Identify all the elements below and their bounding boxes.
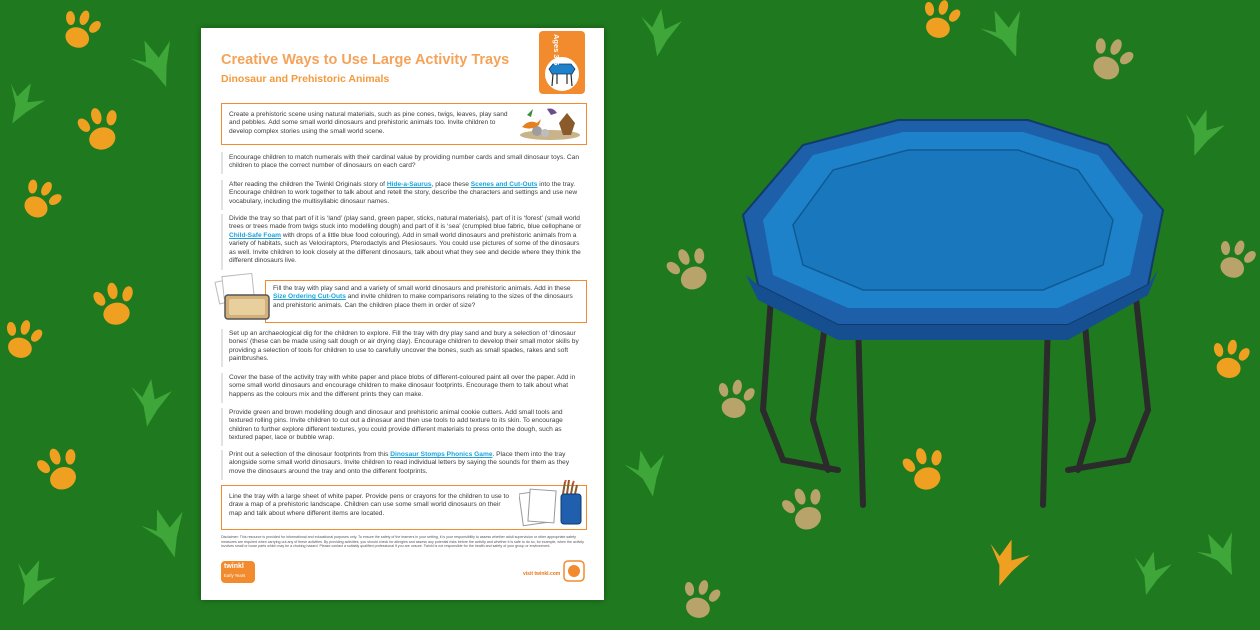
hide-a-saurus-link[interactable]: Hide-a-Saurus (386, 181, 432, 188)
idea-2-text: Encourage children to match numerals with their cardinal value by providing number cards and small dinosaur toys. Can children to place the correct number of dinosaurs on each card? (229, 154, 580, 170)
idea-4-text: Divide the tray so that part of it is ‘land’ (play sand, green paper, sticks, natural materials), part of it is ‘forest’ (small world trees or trees made from twigs stuck into modelling dough) and part of it is ‘sea’ (crumpled blue fabric, blue cellophane or Child-Safe Foam with drops of a little blue food colouring). Add in small world dinosaurs and prehistoric animals from a variety of habitats, such as Velociraptors, Pterodactyls and Plesiosaurs. You could use pictures of some of the dinosaurs as well. Invite children to look closely at the different dinosaurs, talk about what they see and decide where they think the different dinosaurs live. (229, 215, 582, 265)
idea-1-text: Create a prehistoric scene using natural materials, such as pine cones, twigs, leaves, play sand and pebbles. Add some small world dinosaurs and prehistoric animals too. Invite children to develop complex stories using the small world scene. (229, 111, 508, 135)
idea-5-text: Fill the tray with play sand and a variety of small world dinosaurs and prehistoric animals. Add in these Size Ordering Cut-Outs and invite children to make comparisons relating to the sizes of the dinosaurs and prehistoric animals. Can the children place them in order of size? (273, 285, 573, 309)
size-ordering-cutouts-icon (213, 273, 273, 323)
idea-10-text: Line the tray with a large sheet of white paper. Provide pens or crayons for the children to use to draw a map of a prehistoric landscape. Children can use some small world dinosaurs on their map and talk about where different items are located. (229, 493, 510, 517)
logo-text: twinkl (224, 563, 244, 570)
age-badge-label: Ages 3-5 (552, 34, 561, 66)
idea-6-text: Set up an archaeological dig for the children to explore. Fill the tray with dry play sand and bury a selection of ‘dinosaur bones’ (these can be made using salt dough or air drying clay). Encourage children to develop their small motor skills by providing a selection of tools for children to use to carefully uncover the bones, such as small spades, rakes and soft paintbrushes. (229, 330, 579, 363)
idea-7-text: Cover the base of the activity tray with white paper and place blobs of different-coloured paint all over the paper. Add in some small world dinosaurs and encourage children to make dinosaur footprints. Encourage them to talk about what happens as the colours mix and the different prints they can make. (229, 374, 576, 398)
document-page (201, 28, 604, 600)
logo-subtext: Early Years (224, 573, 246, 578)
child-safe-foam-link[interactable]: Child-Safe Foam (229, 231, 282, 239)
idea-3-text: After reading the children the Twinkl Originals story of Hide-a-Saurus, place these Scenes and Cut-Outs into the tray. Encourage children to work together to talk about and retell the story, describe the characters and settings and use new vocabulary, including the multisyllabic dinosaur names. (229, 181, 578, 205)
activity-tray-illustration (738, 110, 1168, 520)
idea-9-text: Print out a selection of the dinosaur footprints from this Dinosaur Stomps Phonics Game. Place them into the tray alongside some small world dinosaurs. Invite children to read individual letters by saying the sounds for them as they move the dinosaurs around the tray and onto the different footprints. (229, 451, 570, 475)
document-subtitle: Dinosaur and Prehistoric Animals (221, 73, 390, 85)
dinosaur-stomps-phonics-game-link[interactable]: Dinosaur Stomps Phonics Game (390, 451, 493, 458)
scenes-and-cut-outs-link[interactable]: Scenes and Cut-Outs (470, 181, 538, 188)
document-title: Creative Ways to Use Large Activity Trays (221, 52, 510, 68)
size-ordering-cut-outs-link[interactable]: Size Ordering Cut-Outs (273, 293, 346, 301)
idea-8-text: Provide green and brown modelling dough and dinosaur and prehistoric animal cookie cutters. Add small tools and textured rolling pins. Invite children to cut out a dinosaur and then use tools to add texture to its skin. To encourage children to further explore different textures, you could provide different materials to press onto the dough, such as textured paper, lace or bubble wrap. (229, 409, 563, 442)
footer-url[interactable]: visit twinkl.com (523, 571, 561, 577)
paper-and-pens-icon (519, 480, 585, 528)
disclaimer-text: Disclaimer: This resource is provided for informational and educational purposes only. To ensure the safety of the learners in your setting, it is your responsibility to assess whether adult supervision or other appropriate safety measures are required when carrying out any of these activities. By providing activities, you should check for allergies and assess any potential risks before the activity and whether it is safe to do so, for example, when the activity involves small or loose parts which may be a choking hazard. Please contact a suitably qualified professional if you are unsure. Twinkl is not responsible for the health and safety of your group or environment. (221, 535, 584, 549)
age-badge (539, 31, 585, 94)
twinkl-badge-icon (563, 560, 585, 582)
prehistoric-scene-icon (517, 105, 583, 141)
